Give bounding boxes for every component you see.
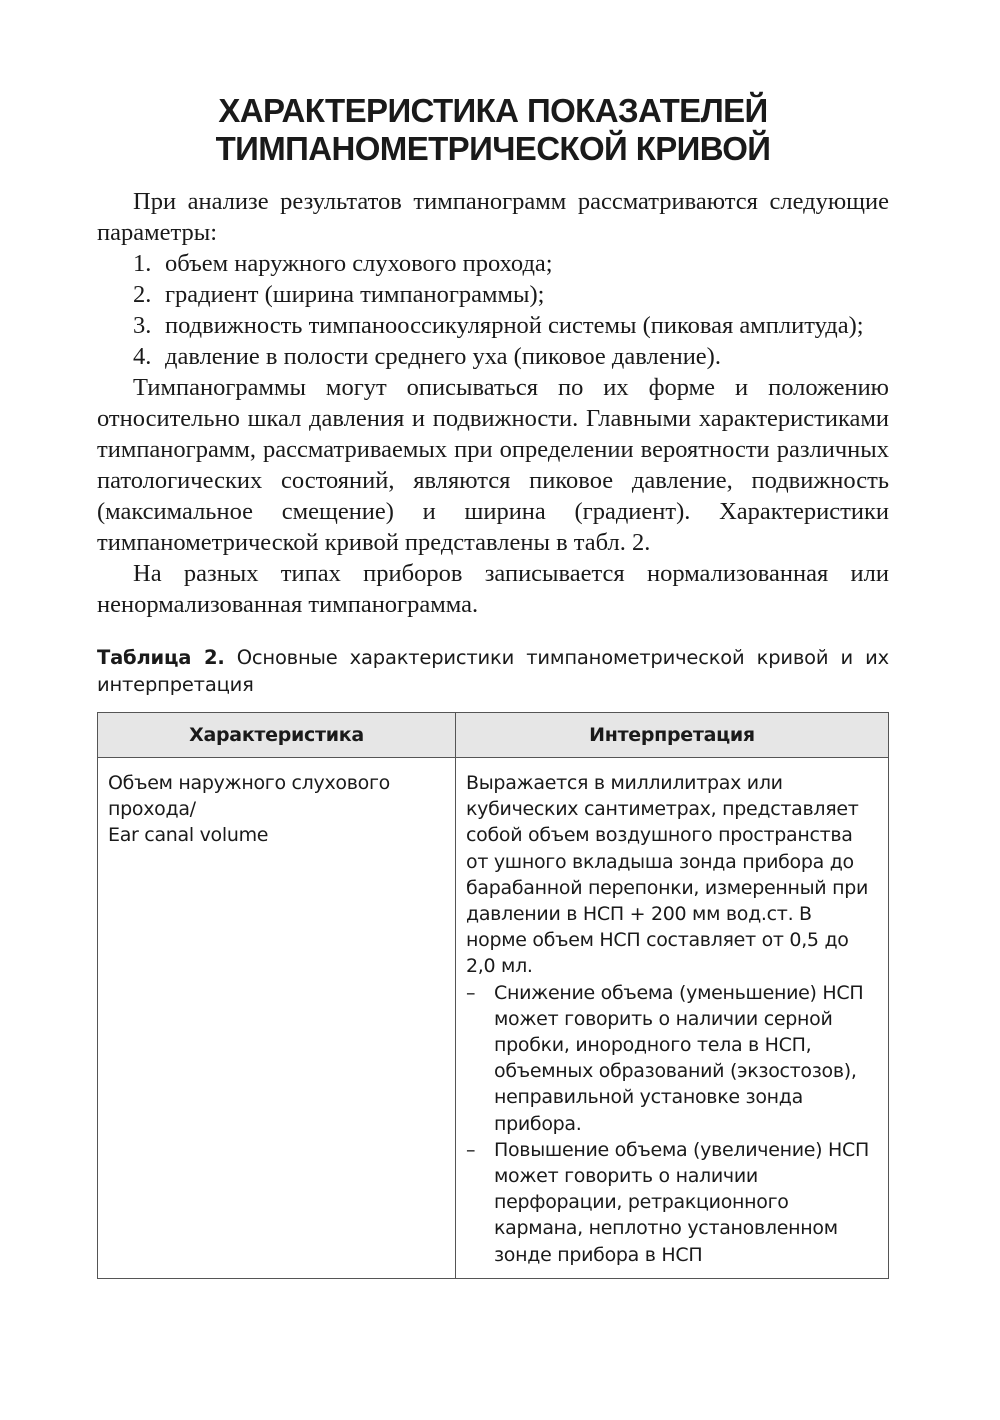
column-header-interpretation: Интерпретация [456,713,889,758]
list-number: 3. [133,312,152,339]
title-line-1: ХАРАКТЕРИСТИКА ПОКАЗАТЕЛЕЙ [218,92,768,129]
page [97,92,889,1279]
characteristic-line: Ear canal volume [108,824,269,847]
list-item [133,248,889,279]
list-item [133,341,889,372]
interpretation-text: Выражается в миллилитрах или кубических сантиметрах, представляет собой объем воздушного пространства от ушного вкладыша зонда прибора до барабанной перепонки, измеренный при давлении в НСП + 200 мм вод.ст. В норме объем НСП составляет от 0,5 до 2,0 мл. [466,772,869,978]
paragraph-devices: На разных типах приборов записывается нормализованная или ненормализованная тимпанограмма. [97,560,889,618]
list-text: давление в полости среднего уха (пиковое давление). [165,343,721,370]
list-text: градиент (ширина тимпанограммы); [165,281,545,308]
list-item [133,279,889,310]
interpretation-cell [456,758,889,1279]
dash-marker: – [466,1138,476,1161]
interpretation-item [466,1137,878,1268]
list-number: 4. [133,343,152,370]
table-row [98,758,889,1279]
list-item [133,310,889,341]
page-title [97,92,889,168]
parameters-list [97,248,889,372]
table-caption-label: Таблица 2. [97,646,225,669]
characteristic-cell [98,758,456,1279]
interpretation-item-text: Повышение объема (увеличение) НСП может говорить о наличии перфорации, ретракционного кармана, неплотно установленном зонде прибора в НСП [494,1138,869,1266]
title-line-2: ТИМПАНОМЕТРИЧЕСКОЙ КРИВОЙ [215,130,771,167]
characteristic-line: прохода/ [108,798,196,821]
interpretation-list [466,980,878,1268]
characteristics-table [97,712,889,1279]
table-header-row [98,713,889,758]
intro-paragraph: При анализе результатов тимпанограмм рассматриваются следующие параметры: [97,188,889,246]
characteristic-line: Объем наружного слухового [108,772,390,794]
list-text: объем наружного слухового прохода; [165,250,553,277]
list-number: 2. [133,281,152,308]
list-number: 1. [133,250,152,277]
table-caption [97,644,889,698]
paragraph-forms: Тимпанограммы могут описываться по их форме и положению относительно шкал давления и подвижности. Главными характеристиками тимпанограмм, рассматриваемых при определении вероятности различных патологических состояний, являются пиковое давление, подвижность (максимальное смещение) и ширина (градиент). Характеристики тимпанометрической кривой представлены в табл. 2. [97,374,889,556]
interpretation-item-text: Снижение объема (уменьшение) НСП может говорить о наличии серной пробки, инородного тела в НСП, объемных образований (экзостозов), неправильной установке зонда прибора. [494,981,864,1135]
dash-marker: – [466,981,476,1004]
list-text: подвижность тимпанооссикулярной системы (пиковая амплитуда); [165,312,864,339]
body-text [97,186,889,620]
table-caption-text: Основные характеристики тимпанометрической кривой и их интерпретация [97,646,889,696]
interpretation-item [466,980,878,1137]
column-header-characteristic: Характеристика [98,713,456,758]
